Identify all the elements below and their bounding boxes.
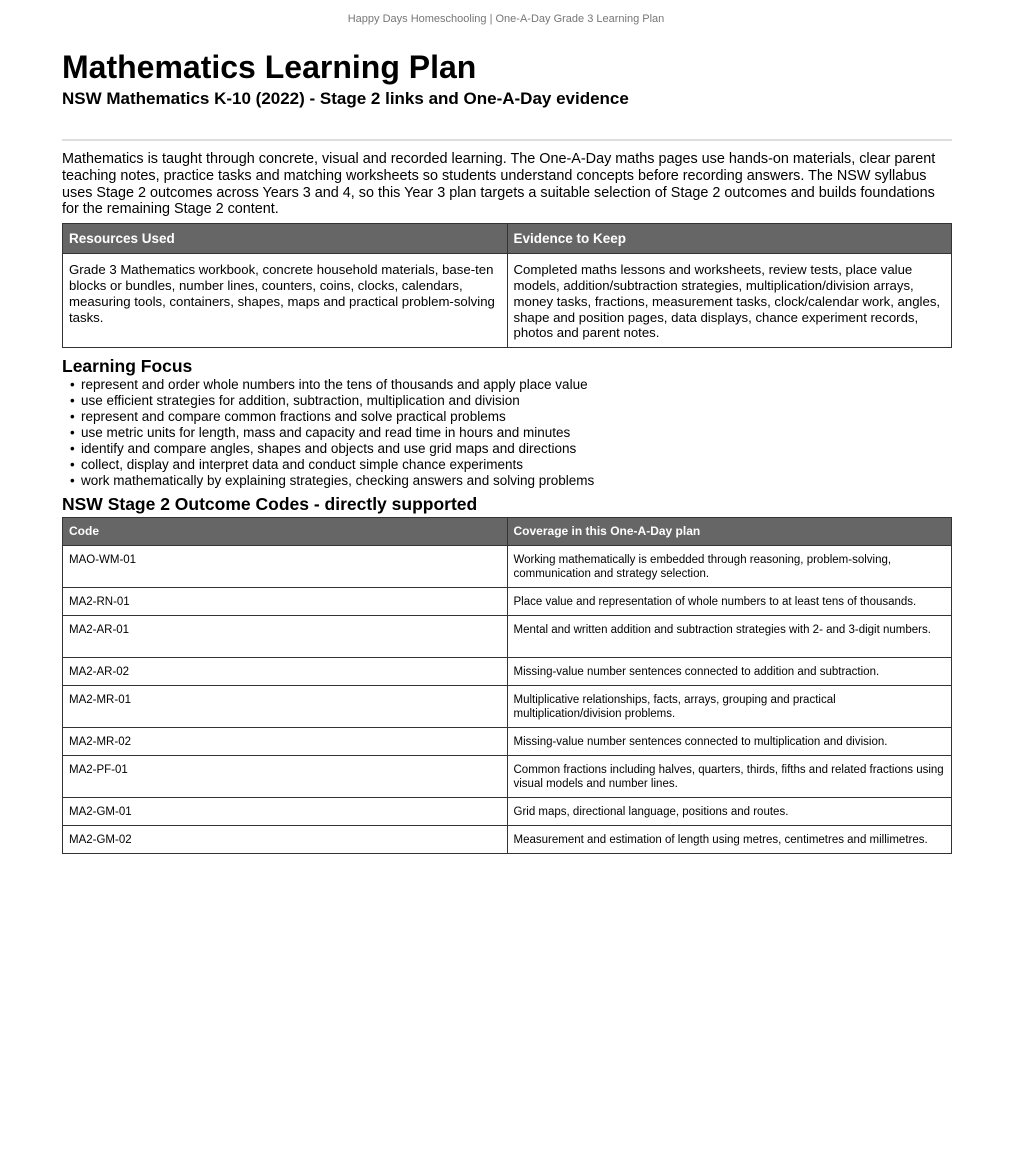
resources-cell: Grade 3 Mathematics workbook, concrete household materials, base-ten blocks or bundles, number lines, counters, coins, clocks, calendars, measuring tools, containers, shapes, maps and practical problem-solving tasks. xyxy=(63,254,508,348)
resources-row xyxy=(63,254,952,348)
list-item: • collect, display and interpret data and conduct simple chance experiments xyxy=(62,457,952,473)
code-cell: MA2-MR-01 xyxy=(63,685,508,727)
list-item: • identify and compare angles, shapes and objects and use grid maps and directions xyxy=(62,441,952,457)
table-row xyxy=(63,615,952,657)
table-row xyxy=(63,587,952,615)
running-header: Happy Days Homeschooling | One-A-Day Grade 3 Learning Plan xyxy=(347,13,665,25)
coverage-cell: Multiplicative relationships, facts, arrays, grouping and practical multiplication/division problems. xyxy=(507,685,952,727)
code-cell: MA2-GM-01 xyxy=(63,797,508,825)
learning-focus-list xyxy=(62,377,952,488)
list-item: • represent and order whole numbers into the tens of thousands and apply place value xyxy=(62,377,952,393)
table-row xyxy=(63,685,952,727)
coverage-header: Coverage in this One-A-Day plan xyxy=(507,517,952,545)
coverage-cell: Place value and representation of whole numbers to at least tens of thousands. xyxy=(507,587,952,615)
table-row xyxy=(63,825,952,853)
coverage-cell: Grid maps, directional language, positions and routes. xyxy=(507,797,952,825)
page-subtitle: NSW Mathematics K-10 (2022) - Stage 2 links and One-A-Day evidence xyxy=(62,89,629,108)
document-body xyxy=(62,48,952,854)
coverage-cell: Measurement and estimation of length using metres, centimetres and millimetres. xyxy=(507,825,952,853)
outcomes-header-row xyxy=(63,517,952,545)
evidence-header: Evidence to Keep xyxy=(507,224,952,254)
list-item: • represent and compare common fractions and solve practical problems xyxy=(62,409,952,425)
code-cell: MA2-MR-02 xyxy=(63,727,508,755)
evidence-cell: Completed maths lessons and worksheets, review tests, place value models, addition/subtraction strategies, multiplication/division arrays, money tasks, fractions, measurement tasks, clock/calendar work, angles, shape and position pages, data displays, chance experiment records, photos and parent notes. xyxy=(507,254,952,348)
outcomes-table xyxy=(62,517,952,854)
coverage-cell: Working mathematically is embedded through reasoning, problem-solving, communication and strategy selection. xyxy=(507,545,952,587)
coverage-cell: Mental and written addition and subtraction strategies with 2- and 3-digit numbers. xyxy=(507,615,952,657)
code-cell: MA2-PF-01 xyxy=(63,755,508,797)
list-item: • use metric units for length, mass and capacity and read time in hours and minutes xyxy=(62,425,952,441)
list-item: • use efficient strategies for addition, subtraction, multiplication and division xyxy=(62,393,952,409)
resources-header: Resources Used xyxy=(63,224,508,254)
code-header: Code xyxy=(63,517,508,545)
learning-focus-heading: Learning Focus xyxy=(62,356,193,377)
page-title: Mathematics Learning Plan xyxy=(62,49,477,85)
resources-table xyxy=(62,223,952,348)
table-row xyxy=(63,545,952,587)
list-item: • work mathematically by explaining strategies, checking answers and solving problems xyxy=(62,473,952,489)
coverage-cell: Missing-value number sentences connected to multiplication and division. xyxy=(507,727,952,755)
table-row xyxy=(63,755,952,797)
divider xyxy=(62,139,952,141)
table-row xyxy=(63,797,952,825)
table-row xyxy=(63,657,952,685)
code-cell: MA2-RN-01 xyxy=(63,587,508,615)
outcomes-heading: NSW Stage 2 Outcome Codes - directly supported xyxy=(62,493,478,514)
intro-paragraph: Mathematics is taught through concrete, visual and recorded learning. The One-A-Day maths pages use hands-on materials, clear parent teaching notes, practice tasks and matching worksheets so students understand concepts before recording answers. The NSW syllabus uses Stage 2 outcomes across Years 3 and 4, so this Year 3 plan targets a suitable selection of Stage 2 outcomes and builds foundations for the remaining Stage 2 content. xyxy=(62,151,936,218)
coverage-cell: Common fractions including halves, quarters, thirds, fifths and related fractions using visual models and number lines. xyxy=(507,755,952,797)
resources-header-row xyxy=(63,224,952,254)
table-row xyxy=(63,727,952,755)
code-cell: MAO-WM-01 xyxy=(63,545,508,587)
coverage-cell: Missing-value number sentences connected to addition and subtraction. xyxy=(507,657,952,685)
code-cell: MA2-AR-01 xyxy=(63,615,508,657)
code-cell: MA2-AR-02 xyxy=(63,657,508,685)
code-cell: MA2-GM-02 xyxy=(63,825,508,853)
